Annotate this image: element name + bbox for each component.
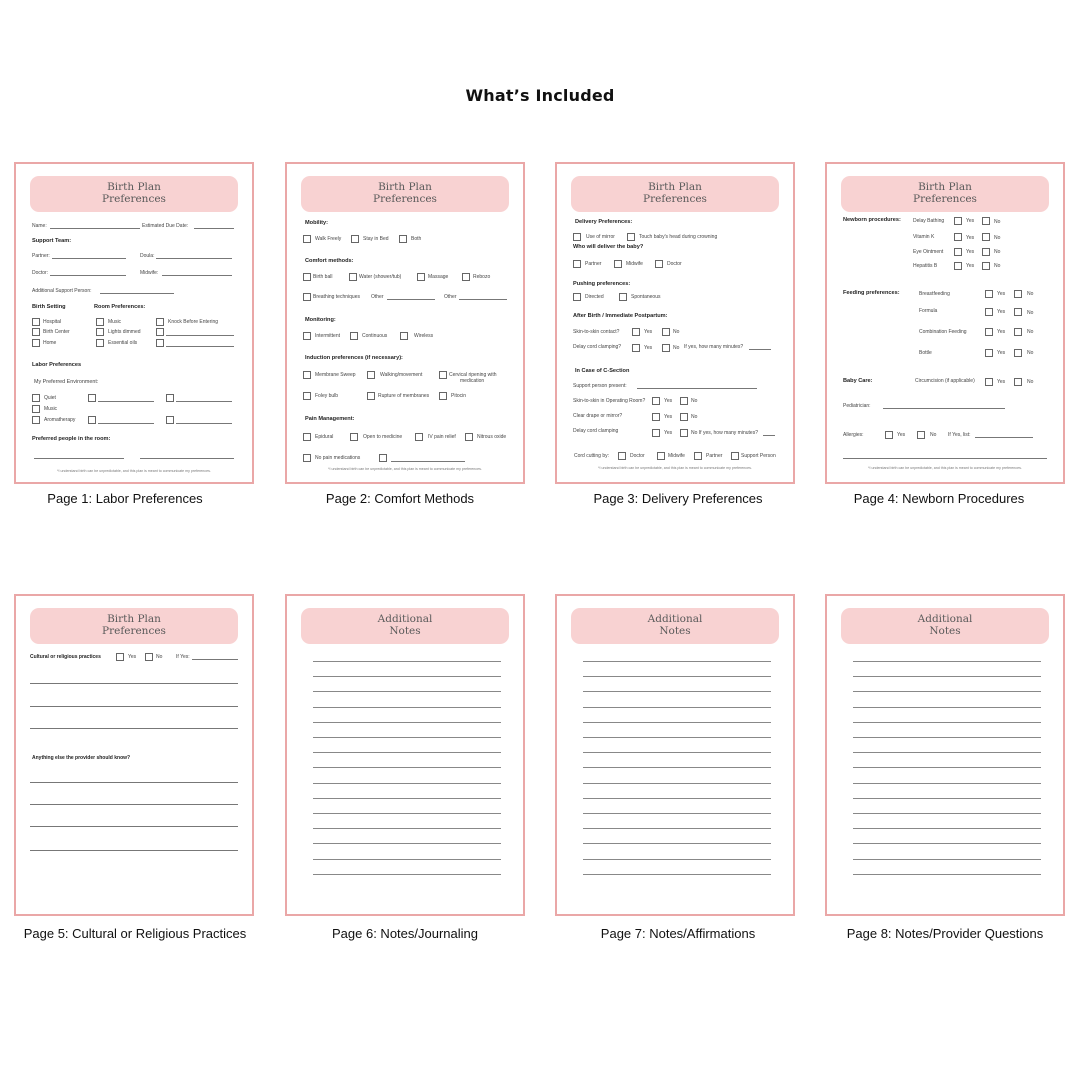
yes-label: Yes — [966, 218, 975, 224]
checkbox[interactable] — [662, 328, 670, 336]
c-section-label: In Case of C-Section — [575, 368, 630, 374]
page-caption: Page 2: Comfort Methods — [325, 491, 475, 506]
checkbox[interactable] — [116, 653, 124, 661]
doctor-label: Doctor: — [32, 270, 49, 276]
option-label: Vitamin K — [913, 234, 935, 240]
footnote: *I understand birth can be unpredictable, and this plan is meant to communicate my preferences. — [598, 466, 752, 470]
no-label: No — [994, 263, 1001, 269]
header-line-1: Additional — [647, 613, 703, 625]
option-label: Doctor — [630, 453, 645, 459]
checkbox[interactable] — [573, 293, 581, 301]
page-header-banner — [571, 176, 779, 212]
note-line — [583, 783, 771, 784]
midwife-label: Midwife: — [140, 270, 159, 276]
allergies-label: Allergies: — [843, 432, 864, 438]
note-line — [583, 737, 771, 738]
option-label: Partner — [706, 453, 723, 459]
checkbox[interactable] — [680, 429, 688, 437]
option-label: Touch baby's head during crowning — [639, 234, 718, 240]
option-label: Walking/movement — [380, 372, 423, 378]
checkbox[interactable] — [1014, 328, 1022, 336]
birth-setting-label: Birth Setting — [32, 304, 66, 310]
question-label: Skin-to-skin contact? — [573, 329, 620, 335]
footnote: *I understand birth can be unpredictable, and this plan is meant to communicate my preferences. — [868, 466, 1022, 470]
yes-label: Yes — [644, 329, 653, 335]
note-line — [583, 859, 771, 860]
header-line-1: Birth Plan — [648, 181, 702, 193]
no-label: No — [691, 398, 698, 404]
note-line — [313, 737, 501, 738]
preferred-people-label: Preferred people in the room: — [32, 436, 111, 442]
header-line-2: Preferences — [102, 193, 166, 205]
note-line — [313, 661, 501, 662]
note-line — [313, 813, 501, 814]
page-caption: Page 3: Delivery Preferences — [593, 491, 763, 506]
yes-label: Yes — [997, 350, 1006, 356]
induction-label: Induction preferences (if necessary): — [305, 355, 403, 361]
option-label: Aromatherapy — [44, 417, 76, 423]
yes-label: Yes — [644, 345, 653, 351]
note-line — [853, 813, 1041, 814]
note-line — [583, 676, 771, 677]
checkbox[interactable] — [156, 328, 164, 336]
note-line — [583, 798, 771, 799]
pediatrician-label: Pediatrician: — [843, 403, 871, 409]
note-line — [313, 798, 501, 799]
pushing-preferences-label: Pushing preferences: — [573, 281, 631, 287]
no-label: No — [156, 654, 163, 660]
checkbox[interactable] — [917, 431, 925, 439]
other-label: Other — [444, 294, 457, 300]
preview-page-5[interactable] — [14, 594, 254, 916]
monitoring-label: Monitoring: — [305, 317, 336, 323]
note-line — [313, 783, 501, 784]
checkbox[interactable] — [379, 454, 387, 462]
checkbox[interactable] — [439, 392, 447, 400]
yes-label: Yes — [997, 329, 1006, 335]
option-label: Music — [108, 319, 122, 325]
note-line — [853, 676, 1041, 677]
note-line — [313, 676, 501, 677]
no-label: No — [691, 414, 698, 420]
note-line — [853, 874, 1041, 875]
option-label: Foley bulb — [315, 393, 339, 399]
checkbox[interactable] — [985, 378, 993, 386]
checkbox[interactable] — [303, 371, 311, 379]
header-line-2: Preferences — [373, 193, 437, 205]
checkbox[interactable] — [652, 429, 660, 437]
note-line — [583, 828, 771, 829]
option-label: Water (shower/tub) — [359, 274, 402, 280]
environment-label: My Preferred Environment: — [34, 379, 99, 385]
checkbox[interactable] — [662, 344, 670, 352]
preview-page-8[interactable] — [825, 594, 1065, 916]
page-caption: Page 4: Newborn Procedures — [853, 491, 1025, 506]
question-label: Support person present: — [573, 383, 627, 389]
note-line — [313, 859, 501, 860]
page-caption: Page 5: Cultural or Religious Practices — [23, 926, 247, 941]
option-label: Nitrous oxide — [477, 434, 507, 440]
option-label: Music — [44, 406, 58, 412]
yes-label: Yes — [664, 398, 673, 404]
note-line — [853, 783, 1041, 784]
option-label: No pain medications — [315, 455, 361, 461]
option-label: Home — [43, 340, 57, 346]
checkbox[interactable] — [439, 371, 447, 379]
header-line-1: Additional — [917, 613, 973, 625]
checkbox[interactable] — [350, 332, 358, 340]
note-line — [313, 722, 501, 723]
header-line-2: Preferences — [913, 193, 977, 205]
note-line — [853, 859, 1041, 860]
note-line — [583, 767, 771, 768]
note-line — [853, 661, 1041, 662]
option-label: Directed — [585, 294, 604, 300]
who-delivers-label: Who will deliver the baby? — [573, 244, 644, 250]
preview-page-4[interactable] — [825, 162, 1065, 484]
checkbox[interactable] — [632, 328, 640, 336]
checkbox[interactable] — [954, 262, 962, 270]
doula-label: Doula: — [140, 253, 155, 259]
question-label: No If yes, how many minutes? — [691, 430, 758, 436]
checkbox[interactable] — [985, 308, 993, 316]
option-label: Midwife — [626, 261, 643, 267]
checkbox[interactable] — [88, 416, 96, 424]
preview-page-3[interactable] — [555, 162, 795, 484]
option-label: Eye Ointment — [913, 249, 944, 255]
checkbox[interactable] — [885, 431, 893, 439]
no-label: No — [994, 249, 1001, 255]
note-line — [313, 767, 501, 768]
feeding-preferences-label: Feeding preferences: — [843, 290, 900, 296]
no-label: No — [1027, 379, 1034, 385]
checkbox[interactable] — [1014, 308, 1022, 316]
checkbox[interactable] — [680, 397, 688, 405]
question-label: Clear drape or mirror? — [573, 413, 623, 419]
page-caption: Page 7: Notes/Affirmations — [600, 926, 756, 941]
checkbox[interactable] — [156, 318, 164, 326]
checkbox[interactable] — [145, 653, 153, 661]
checkbox[interactable] — [350, 433, 358, 441]
note-line — [853, 828, 1041, 829]
header-line-2: Preferences — [643, 193, 707, 205]
checkbox[interactable] — [303, 273, 311, 281]
note-line — [853, 737, 1041, 738]
option-label: Walk Freely — [315, 236, 342, 242]
preview-page-6[interactable] — [285, 594, 525, 916]
cultural-practices-label: Cultural or religious practices — [30, 654, 101, 660]
checkbox[interactable] — [652, 397, 660, 405]
baby-care-label: Baby Care: — [843, 378, 873, 384]
option-label: Knock Before Entering — [168, 319, 219, 325]
checkbox[interactable] — [652, 413, 660, 421]
option-label: Pitocin — [451, 393, 467, 399]
footnote: *I understand birth can be unpredictable, and this plan is meant to communicate my preferences. — [328, 467, 482, 471]
checkbox[interactable] — [680, 413, 688, 421]
option-label: Membrane Sweep — [315, 372, 356, 378]
option-label: Continuous — [362, 333, 388, 339]
option-label: Cervical ripening with — [449, 372, 497, 378]
checkbox[interactable] — [694, 452, 702, 460]
checkbox[interactable] — [573, 260, 581, 268]
option-label: Massage — [428, 274, 449, 280]
option-label: Partner — [585, 261, 602, 267]
yes-label: Yes — [966, 235, 975, 241]
checkbox[interactable] — [982, 262, 990, 270]
note-line — [853, 691, 1041, 692]
note-line — [313, 752, 501, 753]
option-label: Spontaneous — [631, 294, 661, 300]
checkbox[interactable] — [731, 452, 739, 460]
option-label: Circumcision (if applicable) — [915, 378, 975, 384]
option-label: Rebozo — [473, 274, 491, 280]
no-label: No — [994, 219, 1001, 225]
checkbox[interactable] — [573, 233, 581, 241]
note-line — [853, 843, 1041, 844]
note-line — [853, 722, 1041, 723]
checkbox[interactable] — [619, 293, 627, 301]
header-line-1: Birth Plan — [107, 613, 161, 625]
option-label: Quiet — [44, 395, 56, 401]
newborn-procedures-label: Newborn procedures: — [843, 217, 901, 223]
question-label: Skin-to-skin in Operating Room? — [573, 398, 646, 404]
checkbox[interactable] — [96, 328, 104, 336]
note-line — [853, 707, 1041, 708]
if-yes-list-label: If Yes, list: — [948, 432, 971, 438]
partner-label: Partner: — [32, 253, 50, 259]
yes-label: Yes — [128, 654, 137, 660]
note-line — [853, 752, 1041, 753]
checkbox[interactable] — [985, 328, 993, 336]
checkbox[interactable] — [156, 339, 164, 347]
page-header-banner — [571, 608, 779, 644]
yes-label: Yes — [997, 291, 1006, 297]
header-line-2: Notes — [929, 625, 961, 637]
page-caption: Page 6: Notes/Journaling — [332, 926, 478, 941]
checkbox[interactable] — [417, 273, 425, 281]
header-line-2: Notes — [659, 625, 691, 637]
checkbox[interactable] — [982, 248, 990, 256]
page-header-banner — [841, 608, 1049, 644]
note-line — [313, 828, 501, 829]
preview-page-2[interactable] — [285, 162, 525, 484]
question-label: If yes, how many minutes? — [684, 344, 744, 350]
checkbox[interactable] — [303, 433, 311, 441]
note-line — [583, 752, 771, 753]
checkbox[interactable] — [954, 217, 962, 225]
if-yes-label: If Yes: — [176, 654, 190, 660]
note-line — [583, 843, 771, 844]
checkbox[interactable] — [351, 235, 359, 243]
note-line — [583, 661, 771, 662]
yes-label: Yes — [664, 430, 673, 436]
note-line — [313, 707, 501, 708]
other-label: Other — [371, 294, 384, 300]
no-label: No — [930, 432, 937, 438]
footnote: *I understand birth can be unpredictable, and this plan is meant to communicate my preferences. — [57, 469, 211, 473]
checkbox[interactable] — [982, 217, 990, 225]
option-label: Rupture of membranes — [378, 393, 430, 399]
option-label: Intermittent — [315, 333, 341, 339]
option-label: Birth Center — [43, 329, 70, 335]
option-label: Hepatitis B — [913, 263, 938, 269]
checkbox[interactable] — [96, 339, 104, 347]
option-label: Stay in Bed — [363, 236, 389, 242]
option-label: Doctor — [667, 261, 682, 267]
yes-label: Yes — [664, 414, 673, 420]
checkbox[interactable] — [32, 318, 40, 326]
header-line-1: Birth Plan — [378, 181, 432, 193]
checkbox[interactable] — [367, 392, 375, 400]
option-label: medication — [460, 378, 485, 384]
page-header-banner — [301, 176, 509, 212]
checkbox[interactable] — [303, 235, 311, 243]
option-label: Open to medicine — [363, 434, 403, 440]
checkbox[interactable] — [627, 233, 635, 241]
note-line — [853, 798, 1041, 799]
anything-else-label: Anything else the provider should know? — [32, 755, 131, 761]
checkbox[interactable] — [954, 233, 962, 241]
question-label: Delay cord clamping — [573, 428, 619, 434]
note-line — [313, 874, 501, 875]
note-line — [853, 767, 1041, 768]
checkbox[interactable] — [96, 318, 104, 326]
option-label: Formula — [919, 308, 938, 314]
option-label: Delay Bathing — [913, 218, 945, 224]
labor-preferences-label: Labor Preferences — [32, 362, 82, 368]
option-label: Hospital — [43, 319, 62, 325]
page-header-banner — [841, 176, 1049, 212]
option-label: Epidural — [315, 434, 334, 440]
option-label: Use of mirror — [586, 234, 615, 240]
checkbox[interactable] — [303, 454, 311, 462]
no-label: No — [1027, 350, 1034, 356]
yes-label: Yes — [997, 309, 1006, 315]
checkbox[interactable] — [32, 405, 40, 413]
option-label: Lights dimmed — [108, 329, 141, 335]
option-label: Both — [411, 236, 422, 242]
checkbox[interactable] — [655, 260, 663, 268]
no-label: No — [673, 329, 680, 335]
page-heading: What’s Included — [465, 86, 615, 105]
note-line — [583, 813, 771, 814]
checkbox[interactable] — [166, 416, 174, 424]
header-line-2: Notes — [389, 625, 421, 637]
header-line-2: Preferences — [102, 625, 166, 637]
checkbox[interactable] — [985, 290, 993, 298]
question-label: Cord cutting by: — [574, 453, 610, 459]
checkbox[interactable] — [32, 416, 40, 424]
page-header-banner — [301, 608, 509, 644]
checkbox[interactable] — [985, 349, 993, 357]
checkbox[interactable] — [614, 260, 622, 268]
option-label: Essential oils — [108, 340, 138, 346]
preview-page-7[interactable] — [555, 594, 795, 916]
option-label: Combination Feeding — [919, 329, 967, 335]
checkbox[interactable] — [32, 328, 40, 336]
checkbox[interactable] — [982, 233, 990, 241]
page-header-banner — [30, 176, 238, 212]
header-line-1: Birth Plan — [918, 181, 972, 193]
option-label: Birth ball — [313, 274, 333, 280]
checkbox[interactable] — [303, 293, 311, 301]
yes-label: Yes — [966, 263, 975, 269]
option-label: Support Person — [741, 453, 776, 459]
checkbox[interactable] — [32, 394, 40, 402]
name-label: Name: — [32, 223, 47, 229]
comfort-methods-label: Comfort methods: — [305, 258, 354, 264]
due-date-label: Estimated Due Date: — [142, 223, 189, 229]
checkbox[interactable] — [1014, 290, 1022, 298]
checkbox[interactable] — [462, 273, 470, 281]
question-label: Delay cord clamping? — [573, 344, 622, 350]
note-line — [313, 843, 501, 844]
option-label: Wireless — [414, 333, 434, 339]
checkbox[interactable] — [954, 248, 962, 256]
no-label: No — [1027, 291, 1034, 297]
room-preferences-label: Room Preferences: — [94, 304, 146, 310]
checkbox[interactable] — [367, 371, 375, 379]
checkbox[interactable] — [399, 235, 407, 243]
note-line — [313, 691, 501, 692]
option-label: Breathing techniques — [313, 294, 360, 300]
pain-management-label: Pain Management: — [305, 416, 355, 422]
option-label: Midwife — [668, 453, 685, 459]
checkbox[interactable] — [32, 339, 40, 347]
preview-page-1[interactable] — [14, 162, 254, 484]
yes-label: Yes — [997, 379, 1006, 385]
checkbox[interactable] — [1014, 349, 1022, 357]
additional-support-label: Additional Support Person: — [32, 288, 92, 294]
mobility-label: Mobility: — [305, 220, 328, 226]
checkbox[interactable] — [657, 452, 665, 460]
option-label: Breastfeeding — [919, 291, 950, 297]
header-line-1: Birth Plan — [107, 181, 161, 193]
checkbox[interactable] — [1014, 378, 1022, 386]
no-label: No — [1027, 310, 1034, 316]
page-caption: Page 8: Notes/Provider Questions — [846, 926, 1044, 941]
option-label: Bottle — [919, 350, 932, 356]
note-line — [583, 874, 771, 875]
checkbox[interactable] — [400, 332, 408, 340]
checkbox[interactable] — [632, 344, 640, 352]
delivery-preferences-label: Delivery Preferences: — [575, 219, 633, 225]
note-line — [583, 722, 771, 723]
checkbox[interactable] — [303, 392, 311, 400]
page-header-banner — [30, 608, 238, 644]
checkbox[interactable] — [618, 452, 626, 460]
no-label: No — [1027, 329, 1034, 335]
checkbox[interactable] — [465, 433, 473, 441]
yes-label: Yes — [966, 249, 975, 255]
checkbox[interactable] — [88, 394, 96, 402]
checkbox[interactable] — [166, 394, 174, 402]
after-birth-label: After Birth / Immediate Postpartum: — [573, 313, 668, 319]
checkbox[interactable] — [303, 332, 311, 340]
checkbox[interactable] — [349, 273, 357, 281]
no-label: No — [673, 345, 680, 351]
note-line — [583, 691, 771, 692]
page-caption: Page 1: Labor Preferences — [47, 491, 203, 506]
header-line-1: Additional — [377, 613, 433, 625]
no-label: No — [994, 235, 1001, 241]
option-label: IV pain relief — [428, 434, 456, 440]
support-team-label: Support Team: — [32, 238, 72, 244]
checkbox[interactable] — [415, 433, 423, 441]
yes-label: Yes — [897, 432, 906, 438]
note-line — [583, 707, 771, 708]
